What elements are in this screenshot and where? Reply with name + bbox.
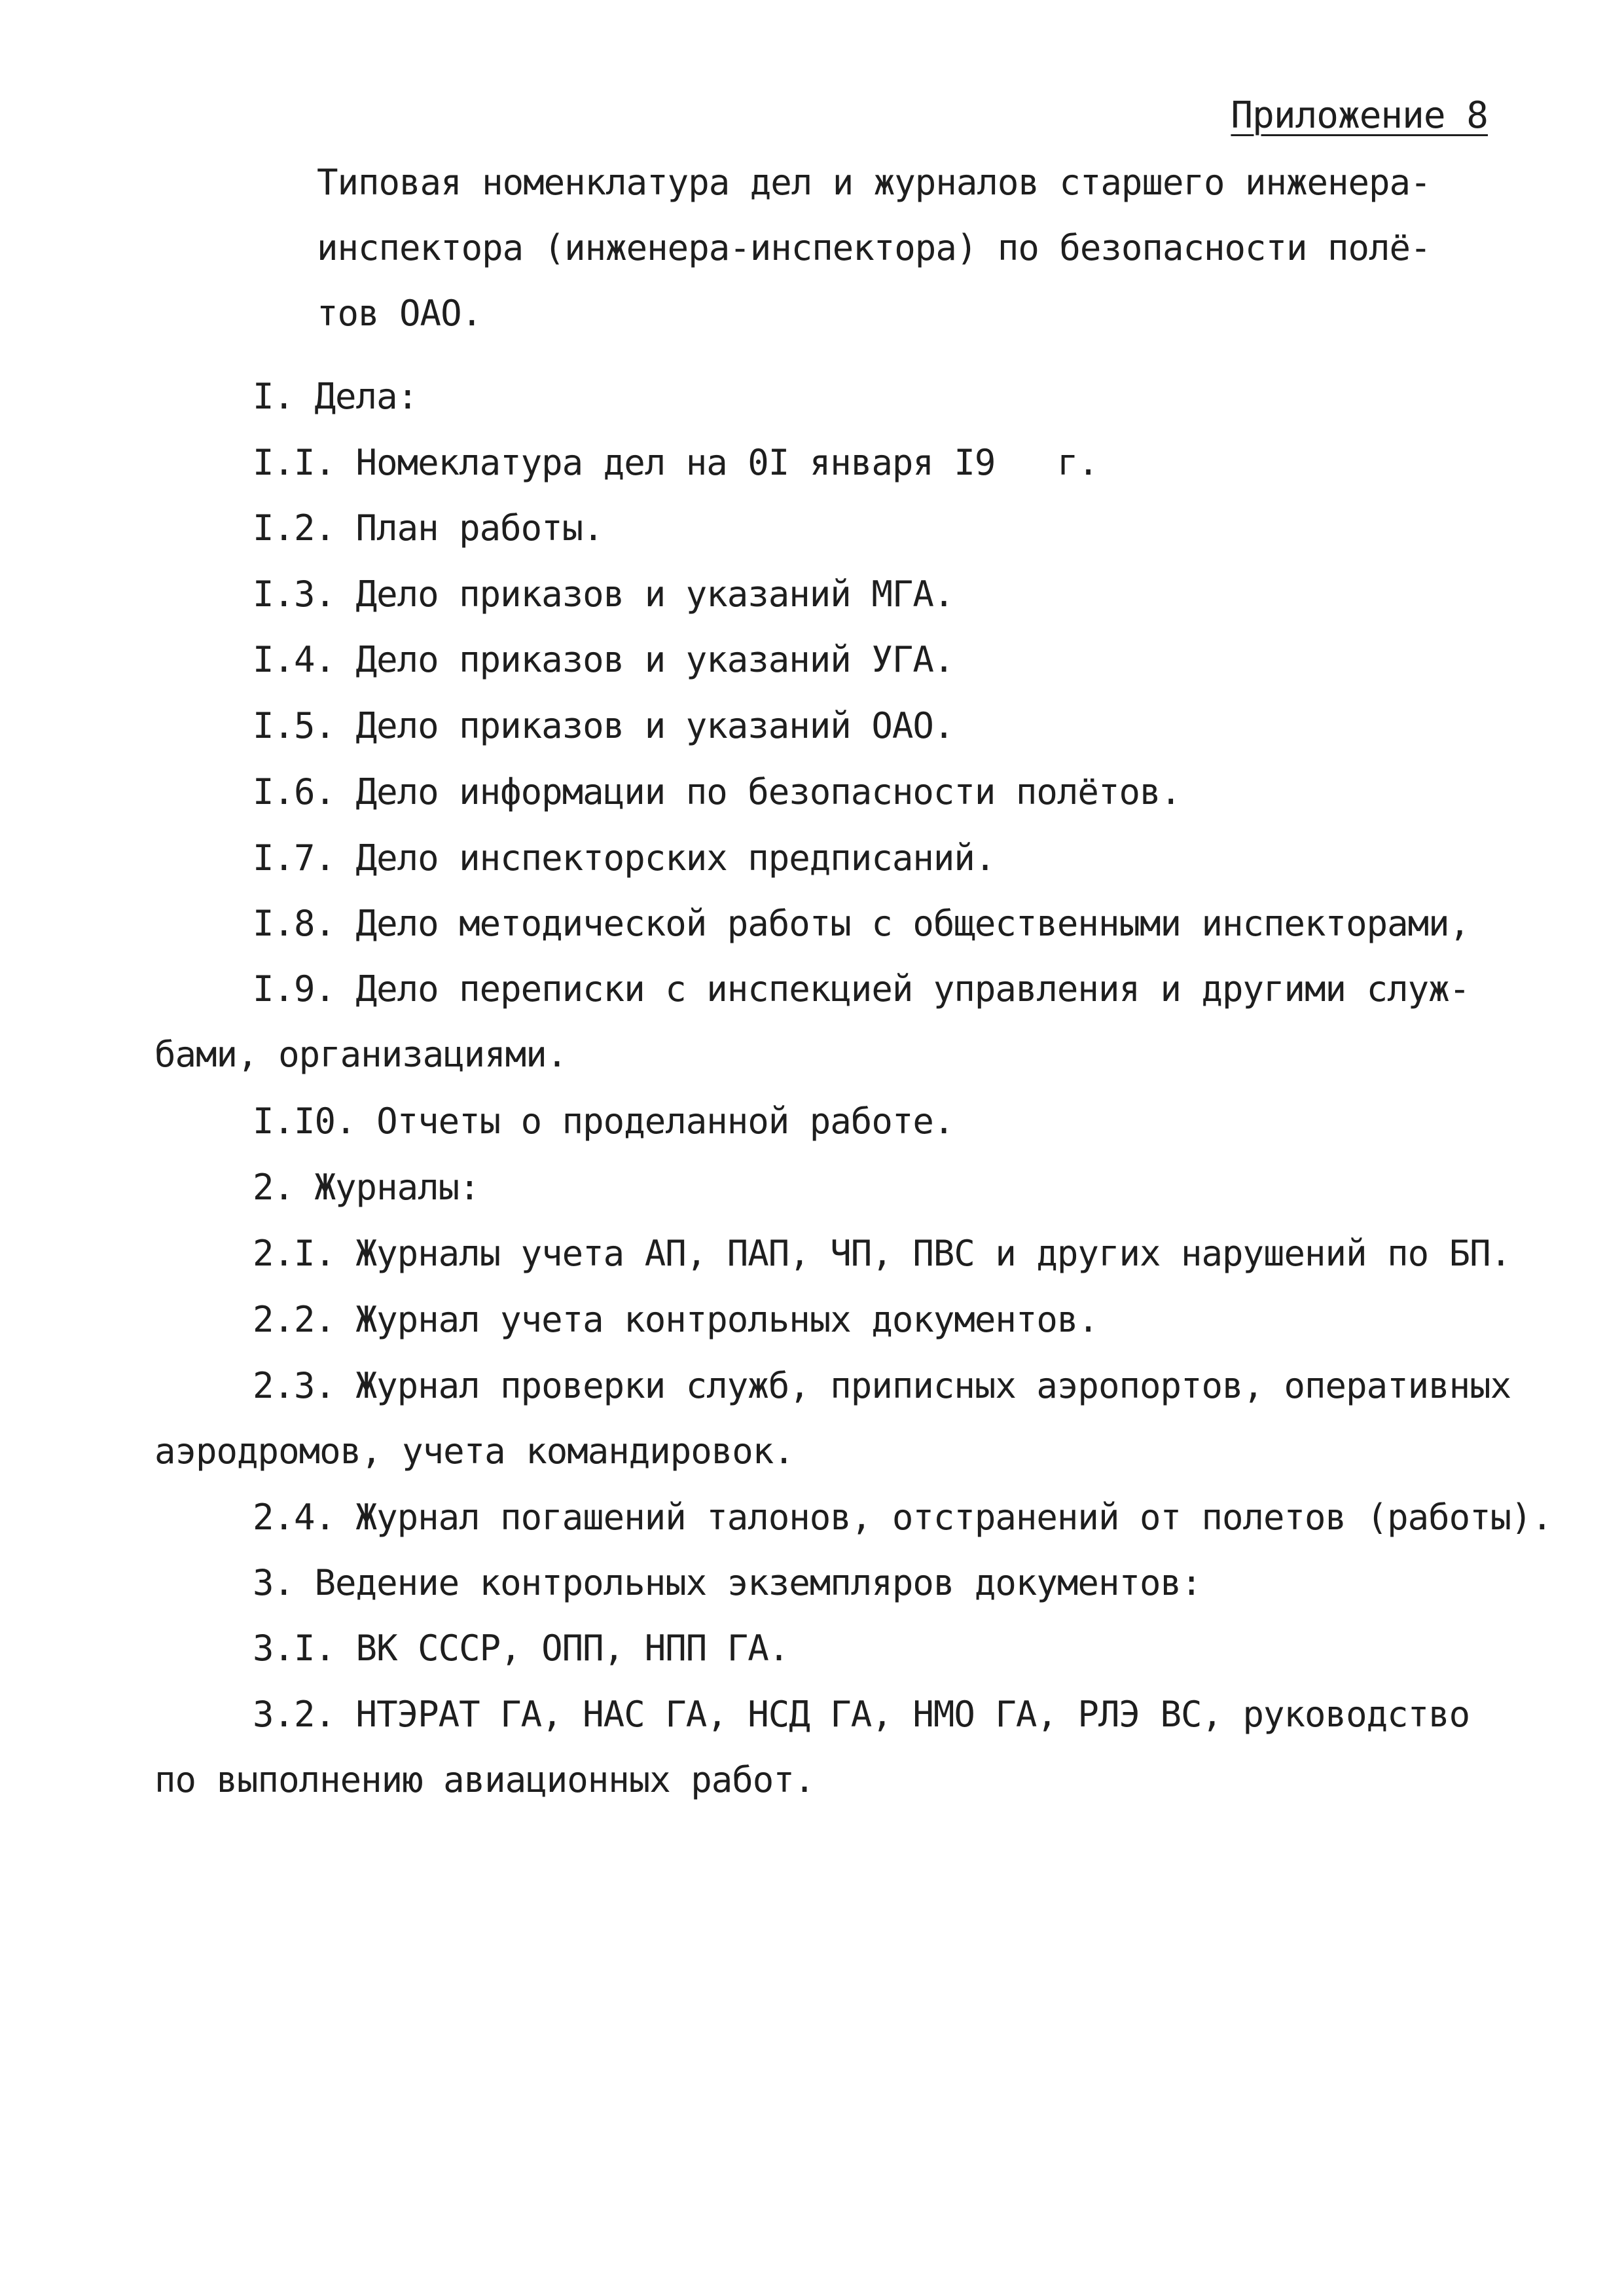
list-item: 3.I. ВК СССР, ОПП, НПП ГА. (253, 1628, 789, 1669)
list-item: 2.2. Журнал учета контрольных документов. (253, 1299, 1098, 1340)
list-item: I.2. План работы. (253, 507, 604, 549)
list-item: I.8. Дело методической работы с общественными инспекторами, (253, 903, 1470, 944)
list-item: I.I. Номеклатура дел на 0I января I9 г. (253, 442, 1098, 483)
list-item: I.7. Дело инспекторских предписаний. (253, 837, 996, 879)
title-line-1: Типовая номенклатура дел и журналов старшего инженера- (317, 162, 1431, 203)
list-item: 3.2. НТЭРАТ ГА, НАС ГА, НСД ГА, НМО ГА, РЛЭ ВС, руководство (253, 1694, 1470, 1735)
list-item: I.5. Дело приказов и указаний ОАО. (253, 705, 954, 746)
list-item: 2.I. Журналы учета АП, ПАП, ЧП, ПВС и других нарушений по БП. (253, 1233, 1511, 1274)
list-item: I.6. Дело информации по безопасности полётов. (253, 771, 1181, 812)
list-item: 2.3. Журнал проверки служб, приписных аэропортов, оперативных (253, 1365, 1511, 1406)
appendix-label: Приложение 8 (1231, 94, 1488, 137)
list-item: I.9. Дело переписки с инспекцией управления и другими служ- (253, 968, 1470, 1010)
list-item-continuation: аэродромов, учета командировок. (154, 1430, 794, 1472)
section-3-heading: 3. Ведение контрольных экземпляров документов: (253, 1562, 1202, 1603)
title-line-2: инспектора (инженера-инспектора) по безопасности полё- (317, 227, 1431, 268)
list-item-continuation: по выполнению авиационных работ. (154, 1759, 815, 1800)
section-2-heading: 2. Журналы: (253, 1167, 480, 1208)
list-item: I.4. Дело приказов и указаний УГА. (253, 639, 954, 680)
list-item-continuation: бами, организациями. (154, 1034, 568, 1075)
title-line-3: тов ОАО. (317, 293, 482, 334)
list-item: 2.4. Журнал погашений талонов, отстранений от полетов (работы). (253, 1497, 1553, 1538)
list-item: I.3. Дело приказов и указаний МГА. (253, 574, 954, 615)
section-1-heading: I. Дела: (253, 376, 418, 417)
list-item: I.I0. Отчеты о проделанной работе. (253, 1101, 954, 1142)
